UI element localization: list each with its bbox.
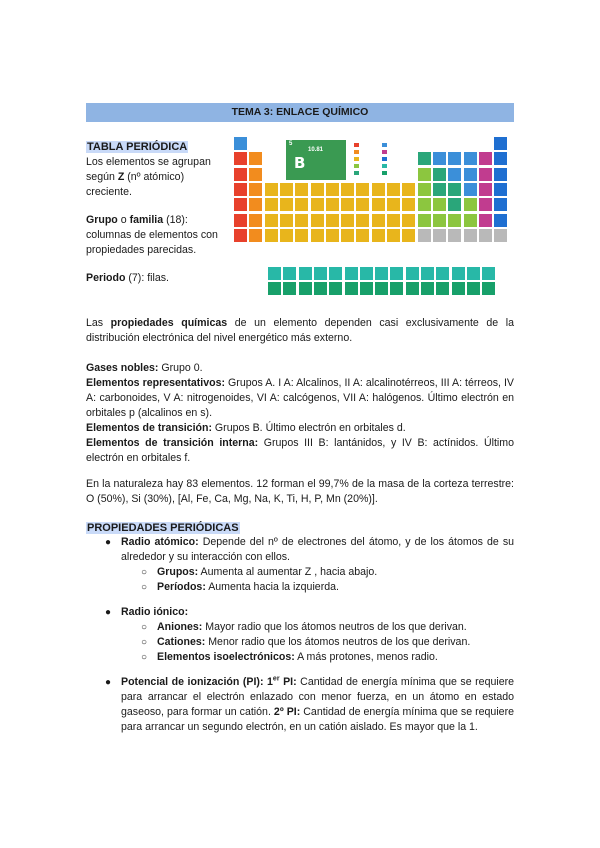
element-cell — [295, 229, 308, 242]
element-cell — [418, 229, 431, 242]
legend-swatch — [382, 143, 387, 147]
element-cell — [249, 214, 262, 227]
element-cell — [295, 214, 308, 227]
element-cell — [360, 282, 373, 295]
element-cell — [467, 282, 480, 295]
periodicas-title-row — [86, 521, 240, 536]
element-cell — [467, 267, 480, 280]
element-cell — [464, 229, 477, 242]
element-cell — [326, 198, 339, 211]
element-cell — [295, 183, 308, 196]
element-cell — [418, 183, 431, 196]
element-cell — [390, 282, 403, 295]
element-cell — [360, 267, 373, 280]
element-cell — [452, 282, 465, 295]
legend-swatch — [354, 157, 359, 161]
element-cell — [249, 229, 262, 242]
element-cell — [482, 282, 495, 295]
transicion-interna: Elementos de transición interna: Grupos III B: lantánidos, y IV B: actínidos. Último electrón en orbitales f. — [86, 437, 514, 464]
bullet-icon: ● — [105, 607, 112, 618]
element-cell — [433, 229, 446, 242]
legend-swatch — [354, 143, 359, 147]
element-cell — [390, 267, 403, 280]
element-cell — [341, 229, 354, 242]
element-cell — [311, 214, 324, 227]
element-cell — [418, 168, 431, 181]
element-cell — [494, 229, 507, 242]
element-cell — [494, 137, 507, 150]
element-cell — [402, 229, 415, 242]
element-cell — [249, 152, 262, 165]
potencial-ionizacion: Potencial de ionización (PI): 1er PI: Cantidad de energía mínima que se requiere para arrancar el electrón enlazado con menor fuerza, en un átomo en estado gaseoso, para formar un catión. 2º PI: Cantidad de energía mínima que se requiere para arrancar un segundo electrón, en un catión aislado. Es mayor que la 1. — [121, 675, 515, 733]
element-cell — [464, 152, 477, 165]
element-cell — [326, 183, 339, 196]
quimicas-paragraph: Las propiedades químicas de un elemento dependen casi exclusivamente de la distribución electrónica del nivel energético más externo. — [86, 317, 514, 344]
element-cell — [329, 282, 342, 295]
circle-bullet-icon: ○ — [141, 652, 148, 663]
element-cell — [249, 183, 262, 196]
element-cell — [418, 152, 431, 165]
element-cell — [326, 214, 339, 227]
element-cell — [265, 198, 278, 211]
element-cell — [372, 229, 385, 242]
radio-ionico-isoelectronicos: Elementos isoelectrónicos: A más protones, menos radio. — [157, 651, 438, 663]
legend-swatch — [382, 150, 387, 154]
element-cell — [464, 183, 477, 196]
element-cell — [418, 198, 431, 211]
element-cell — [234, 183, 247, 196]
element-cell — [299, 282, 312, 295]
element-cell — [326, 229, 339, 242]
element-cell — [356, 214, 369, 227]
featured-element-box — [286, 140, 346, 180]
element-cell — [329, 267, 342, 280]
transicion: Elementos de transición: Grupos B. Último electrón en orbitales d. — [86, 422, 406, 434]
element-cell — [341, 214, 354, 227]
element-cell — [433, 168, 446, 181]
element-cell — [448, 168, 461, 181]
featured-mass: 10.81 — [308, 147, 324, 153]
element-cell — [494, 214, 507, 227]
representativos: Elementos representativos: Grupos A. I A: Alcalinos, II A: alcalinotérreos, III A: térreos, IV A: carbonoides, V A: nitrogenoides, VI A: calcógenos, VII A: halógenos. Último electrón en orbitales p (alcalinos en s). — [86, 377, 514, 419]
radio-atomico: Radio atómico: Depende del nº de electrones del átomo, y de los átomos de su alrededor y su interacción con ellos. — [121, 536, 515, 563]
element-cell — [372, 198, 385, 211]
element-cell — [433, 152, 446, 165]
bullet-icon: ● — [105, 537, 112, 548]
element-cell — [299, 267, 312, 280]
element-cell — [372, 183, 385, 196]
element-cell — [433, 214, 446, 227]
element-cell — [464, 168, 477, 181]
element-cell — [387, 183, 400, 196]
featured-symbol: B — [294, 154, 306, 172]
element-cell — [421, 282, 434, 295]
radio-ionico: Radio iónico: — [121, 606, 189, 618]
element-cell — [311, 198, 324, 211]
element-cell — [372, 214, 385, 227]
element-cell — [402, 198, 415, 211]
element-cell — [479, 183, 492, 196]
element-cell — [283, 282, 296, 295]
element-cell — [234, 152, 247, 165]
periodo-definition: Periodo (7): filas. — [86, 272, 169, 284]
bullet-icon: ● — [105, 677, 112, 688]
element-cell — [268, 267, 281, 280]
element-cell — [494, 168, 507, 181]
tabla-section — [86, 140, 236, 200]
element-cell — [341, 198, 354, 211]
element-cell — [356, 183, 369, 196]
element-cell — [268, 282, 281, 295]
element-cell — [479, 214, 492, 227]
element-cell — [452, 267, 465, 280]
element-cell — [234, 198, 247, 211]
element-cell — [433, 183, 446, 196]
radio-atomico-periodos: Períodos: Aumenta hacia la izquierda. — [157, 581, 339, 593]
element-cell — [479, 152, 492, 165]
intro-line-2: según Z (nº atómico) — [86, 171, 185, 183]
element-cell — [265, 183, 278, 196]
legend-swatch — [382, 157, 387, 161]
element-cell — [402, 183, 415, 196]
element-cell — [356, 229, 369, 242]
element-cell — [406, 267, 419, 280]
legend-swatch — [354, 171, 359, 175]
element-cell — [482, 267, 495, 280]
intro-line-3: creciente. — [86, 186, 132, 198]
element-cell — [464, 198, 477, 211]
element-cell — [387, 214, 400, 227]
element-cell — [494, 198, 507, 211]
legend-swatch — [354, 164, 359, 168]
featured-number: 5 — [289, 141, 293, 147]
element-cell — [436, 267, 449, 280]
grupo-definition: Grupo o familia (18): columnas de elementos con propiedades parecidas. — [86, 214, 218, 256]
element-cell — [479, 168, 492, 181]
element-cell — [311, 183, 324, 196]
circle-bullet-icon: ○ — [141, 567, 148, 578]
element-cell — [234, 137, 247, 150]
circle-bullet-icon: ○ — [141, 622, 148, 633]
element-cell — [436, 282, 449, 295]
element-cell — [283, 267, 296, 280]
radio-atomico-grupos: Grupos: Aumenta al aumentar Z , hacia abajo. — [157, 566, 378, 578]
circle-bullet-icon: ○ — [141, 637, 148, 648]
element-cell — [280, 183, 293, 196]
element-cell — [345, 282, 358, 295]
element-cell — [433, 198, 446, 211]
element-cell — [234, 168, 247, 181]
element-cell — [402, 214, 415, 227]
element-cell — [448, 214, 461, 227]
radio-ionico-aniones: Aniones: Mayor radio que los átomos neutros de los que derivan. — [157, 621, 467, 633]
element-cell — [448, 198, 461, 211]
element-cell — [249, 198, 262, 211]
element-cell — [448, 229, 461, 242]
circle-bullet-icon: ○ — [141, 582, 148, 593]
element-cell — [421, 267, 434, 280]
element-cell — [345, 267, 358, 280]
element-cell — [387, 198, 400, 211]
radio-ionico-cationes: Cationes: Menor radio que los átomos neutros de los que derivan. — [157, 636, 471, 648]
element-cell — [295, 198, 308, 211]
legend-swatch — [382, 164, 387, 168]
element-cell — [280, 214, 293, 227]
element-cell — [448, 183, 461, 196]
element-cell — [234, 214, 247, 227]
element-cell — [494, 183, 507, 196]
tabla-title: TABLA PERIÓDICA — [87, 141, 188, 153]
periodicas-title: PROPIEDADES PERIÓDICAS — [87, 522, 239, 534]
element-cell — [314, 282, 327, 295]
element-cell — [280, 229, 293, 242]
element-cell — [249, 168, 262, 181]
groups-list — [86, 361, 514, 466]
element-cell — [479, 198, 492, 211]
element-cell — [280, 198, 293, 211]
element-cell — [418, 214, 431, 227]
element-cell — [494, 152, 507, 165]
intro-line-1: Los elementos se agrupan — [86, 156, 211, 168]
element-cell — [314, 267, 327, 280]
element-cell — [265, 214, 278, 227]
element-cell — [234, 229, 247, 242]
element-cell — [311, 229, 324, 242]
naturaleza-paragraph: En la naturaleza hay 83 elementos. 12 forman el 99,7% de la masa de la corteza terrestre: O (50%), Si (30%), [Al, Fe, Ca, Mg, Na, K, Ti, H, P, Mn (20%)]. — [86, 478, 514, 505]
element-cell — [448, 152, 461, 165]
element-cell — [356, 198, 369, 211]
legend-swatch — [382, 171, 387, 175]
gases-nobles: Gases nobles: Grupo 0. — [86, 362, 203, 374]
element-cell — [375, 282, 388, 295]
element-cell — [464, 214, 477, 227]
element-cell — [479, 229, 492, 242]
element-cell — [387, 229, 400, 242]
page-title: TEMA 3: ENLACE QUÍMICO — [86, 103, 514, 122]
element-cell — [265, 229, 278, 242]
element-cell — [375, 267, 388, 280]
element-cell — [341, 183, 354, 196]
element-cell — [406, 282, 419, 295]
legend-swatch — [354, 150, 359, 154]
